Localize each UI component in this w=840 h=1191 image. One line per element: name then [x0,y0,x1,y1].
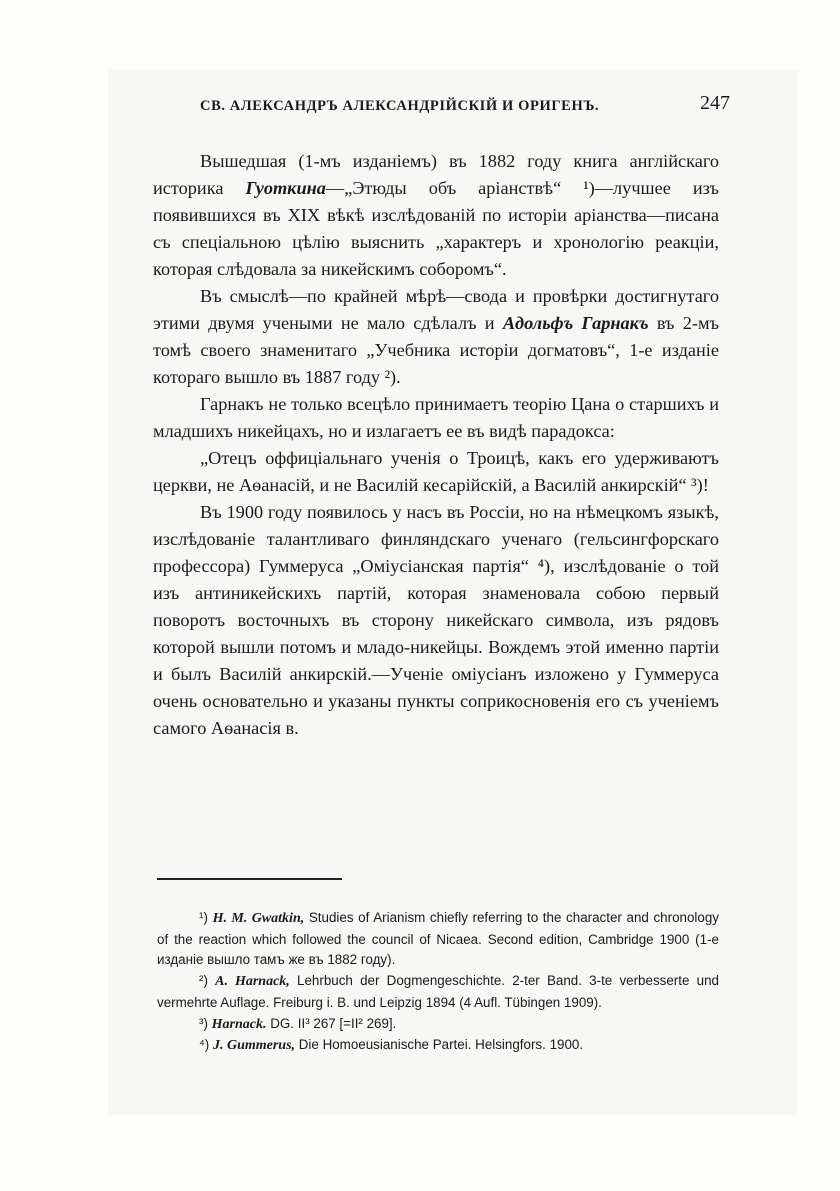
footnote-author: J. Gummerus, [212,1038,296,1054]
footnote-author: Harnack. [211,1016,267,1032]
paragraph-1 [153,148,719,283]
footnote-1 [157,908,719,971]
paragraph-1-text-c: —„Этюды объ аріанствѣ“ ¹)—лучшее изъ появившихся въ XIX вѣкѣ изслѣдованій по исторіи аріанства—писана съ спеціальною цѣлію выяснить „характеръ и хронологію реакціи, которая слѣдовала за никейскимъ соборомъ“. [153,178,719,279]
footnote-4 [157,1035,719,1057]
footnote-text: Die Homoeusianische Partei. Helsingfors. 1900. [295,1037,584,1053]
paragraph-3: Гарнакъ не только всецѣло принимаетъ теорію Цана о старшихъ и младшихъ никейцахъ, но и излагаетъ ее въ видѣ парадокса: [153,394,719,441]
footnote-author: H. M. Gwatkin, [212,911,305,926]
footnote-text: Lehrbuch der Dogmengeschichte. 2-ter Band. 3-te verbesserte und vermehrte Auflage. Freiburg i. B. und Leipzig 1894 (4 Aufl. Tübingen 1909). [157,973,719,1010]
footnote-text: Studies of Arianism chiefly referring to the character and chronology of the reaction which followed the council of Nicaea. Second edition, Cambridge 1900 (1-е изданіе вышло тамъ же въ 1882 году). [157,910,719,968]
footnote-divider [157,878,342,880]
running-title: СВ. АЛЕКСАНДРЪ АЛЕКСАНДРІЙСКІЙ И ОРИГЕНЪ. [200,98,600,114]
footnote-text: DG. II³ 267 [=II² 269]. [266,1015,397,1031]
paragraph-5: Въ 1900 году появилось у насъ въ Россіи, но на нѣмецкомъ языкѣ, изслѣдованіе талантливаго финляндскаго ученаго (гельсингфорскаго профессора) Гуммеруса „Оміусіанская партія“ ⁴), изслѣдованіе о той изъ антиникейскихъ партій, которая знаменовала собою первый поворотъ восточныхъ въ сторону никейскаго символа, изъ рядовъ которой вышли потомъ и младо-никейцы. Вождемъ этой именно партіи и былъ Василій анкирскій.—Ученіе оміусіанъ изложено у Гуммеруса очень основательно и указаны пункты соприкосновенія его съ ученіемъ самого Аѳанасія в. [153,502,719,738]
footnote-author: A. Harnack, [215,974,290,990]
author-name-harnack: Адольфъ Гарнакъ [502,313,649,333]
author-name-gwatkin: Гуоткина [245,178,326,198]
paragraph-2-text-c: въ 2-мъ томѣ своего знаменитаго „Учебника исторіи догматовъ“, 1-е изданіе котораго вышло въ 1887 году ²). [153,313,720,387]
footnote-mark: ¹) [199,910,208,925]
footnote-mark: ²) [199,973,208,989]
paragraph-1-text-a: Вышедшая (1-мъ изданіемъ) въ 1882 году книга англійскаго историка [153,151,719,198]
footnote-mark: ⁴) [199,1037,210,1053]
footnote-mark: ³) [199,1015,208,1031]
main-text [153,148,719,742]
page-number: 247 [700,92,730,114]
page-header [200,92,730,122]
paragraph-2-text-a: Въ смыслѣ—по крайней мѣрѣ—свода и провѣрки достигнутаго этими двумя учеными не мало сдѣлалъ и [153,286,719,333]
paragraph-2 [153,283,719,391]
harnack-quote: „Отецъ оффиціальнаго ученія о Троицѣ, какъ его удерживаютъ церкви, не Аѳанасій, и не Василій кесарійскій, а Василій анкирскій“ ³)! [153,448,719,495]
footnotes [157,908,719,1057]
footnote-2 [157,971,719,1013]
footnote-3 [157,1014,719,1036]
